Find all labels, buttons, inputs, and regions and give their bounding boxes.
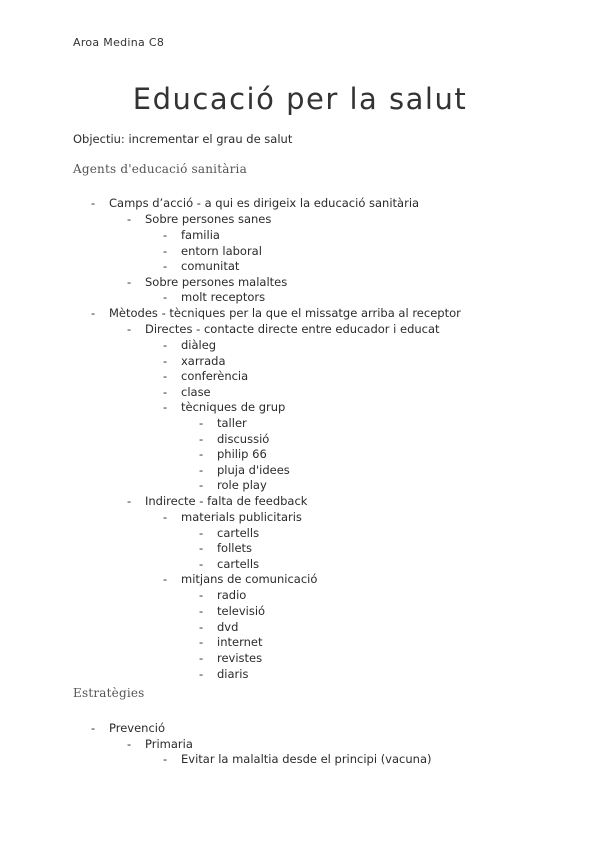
bullet-dash: - (199, 432, 204, 446)
list-item (163, 354, 226, 368)
bullet-dash: - (199, 620, 204, 634)
bullet-dash: - (199, 541, 204, 555)
bullet-dash: - (163, 338, 168, 352)
bullet-dash: - (199, 557, 204, 571)
list-item-text: Evitar la malaltia desde el principi (vacuna) (181, 752, 432, 766)
list-item (163, 259, 240, 273)
bullet-dash: - (199, 667, 204, 681)
list-item-text: Prevenció (109, 721, 166, 735)
list-item (163, 400, 286, 414)
list-item-text: entorn laboral (181, 244, 262, 258)
bullet-dash: - (127, 322, 132, 336)
bullet-dash: - (91, 196, 96, 210)
list-item (163, 338, 217, 352)
bullet-dash: - (163, 400, 168, 414)
list-item (199, 588, 247, 602)
list-item-text: molt receptors (181, 290, 266, 304)
list-item (199, 463, 290, 477)
list-item (163, 228, 220, 242)
list-item (127, 494, 308, 508)
bullet-dash: - (127, 494, 132, 508)
list-item (199, 478, 267, 492)
list-item-text: Mètodes - tècniques per la que el missatge arriba al receptor (109, 306, 461, 320)
list-item-text: cartells (217, 526, 260, 540)
bullet-dash: - (91, 306, 96, 320)
bullet-dash: - (163, 259, 168, 273)
list-item (163, 244, 262, 258)
bullet-dash: - (163, 290, 168, 304)
list-item-text: Directes - contacte directe entre educador i educat (145, 322, 440, 336)
list-item-text: materials publicitaris (181, 510, 302, 524)
list-item (127, 212, 272, 226)
list-item (199, 416, 247, 430)
list-item-text: taller (217, 416, 247, 430)
bullet-dash: - (163, 354, 168, 368)
list-item (91, 721, 166, 735)
list-item-text: Sobre persones malaltes (145, 275, 288, 289)
list-item (163, 369, 249, 383)
list-item (127, 737, 193, 751)
list-item (199, 447, 267, 461)
bullet-dash: - (199, 635, 204, 649)
bullet-dash: - (127, 275, 132, 289)
list-item-text: tècniques de grup (181, 400, 286, 414)
list-item (163, 290, 266, 304)
list-item (199, 635, 263, 649)
list-item-text: mitjans de comunicació (181, 572, 318, 586)
bullet-dash: - (163, 385, 168, 399)
list-item-text: Primaria (145, 737, 193, 751)
list-item-text: revistes (217, 651, 263, 665)
bullet-dash: - (199, 463, 204, 477)
bullet-dash: - (163, 510, 168, 524)
list-item (163, 510, 302, 524)
bullet-dash: - (163, 752, 168, 766)
author-name: Aroa Medina C8 (73, 36, 165, 49)
bullet-dash: - (91, 721, 96, 735)
list-item-text: philip 66 (217, 447, 267, 461)
bullet-dash: - (199, 416, 204, 430)
list-item-text: pluja d'idees (217, 463, 290, 477)
bullet-dash: - (163, 244, 168, 258)
list-item-text: role play (217, 478, 267, 492)
bullet-dash: - (199, 604, 204, 618)
list-item-text: cartells (217, 557, 260, 571)
list-item (91, 306, 461, 320)
list-item-text: dvd (217, 620, 239, 634)
bullet-dash: - (199, 526, 204, 540)
bullet-dash: - (199, 478, 204, 492)
bullet-dash: - (163, 228, 168, 242)
list-item (199, 620, 239, 634)
page-title: Educació per la salut (132, 82, 468, 116)
list-item-text: follets (217, 541, 253, 555)
section-heading-estrategies: Estratègies (73, 686, 145, 700)
list-item-text: diàleg (181, 338, 217, 352)
bullet-dash: - (199, 447, 204, 461)
bullet-dash: - (199, 588, 204, 602)
list-item (91, 196, 420, 210)
bullet-dash: - (163, 572, 168, 586)
list-item (199, 667, 249, 681)
list-item-text: radio (217, 588, 247, 602)
list-item (199, 651, 263, 665)
objective-text: Objectiu: incrementar el grau de salut (73, 132, 293, 146)
list-item (127, 275, 288, 289)
list-item (199, 432, 270, 446)
list-item-text: conferència (181, 369, 249, 383)
list-item (199, 541, 253, 555)
list-item (163, 752, 432, 766)
list-item (199, 557, 260, 571)
list-item-text: discussió (217, 432, 270, 446)
list-item-text: Camps d’acció - a qui es dirigeix la educació sanitària (109, 196, 420, 210)
list-item-text: clase (181, 385, 211, 399)
list-item-text: Sobre persones sanes (145, 212, 272, 226)
list-item (199, 526, 260, 540)
bullet-dash: - (199, 651, 204, 665)
list-item (163, 385, 211, 399)
list-item-text: televisió (217, 604, 266, 618)
list-item-text: familia (181, 228, 220, 242)
list-item-text: xarrada (181, 354, 226, 368)
bullet-dash: - (127, 212, 132, 226)
list-item-text: Indirecte - falta de feedback (145, 494, 308, 508)
list-item (199, 604, 266, 618)
bullet-dash: - (163, 369, 168, 383)
list-item (163, 572, 318, 586)
bullet-dash: - (127, 737, 132, 751)
list-item-text: comunitat (181, 259, 240, 273)
list-item-text: diaris (217, 667, 249, 681)
section-heading-agents: Agents d'educació sanitària (73, 162, 247, 176)
list-item (127, 322, 440, 336)
list-item-text: internet (217, 635, 263, 649)
